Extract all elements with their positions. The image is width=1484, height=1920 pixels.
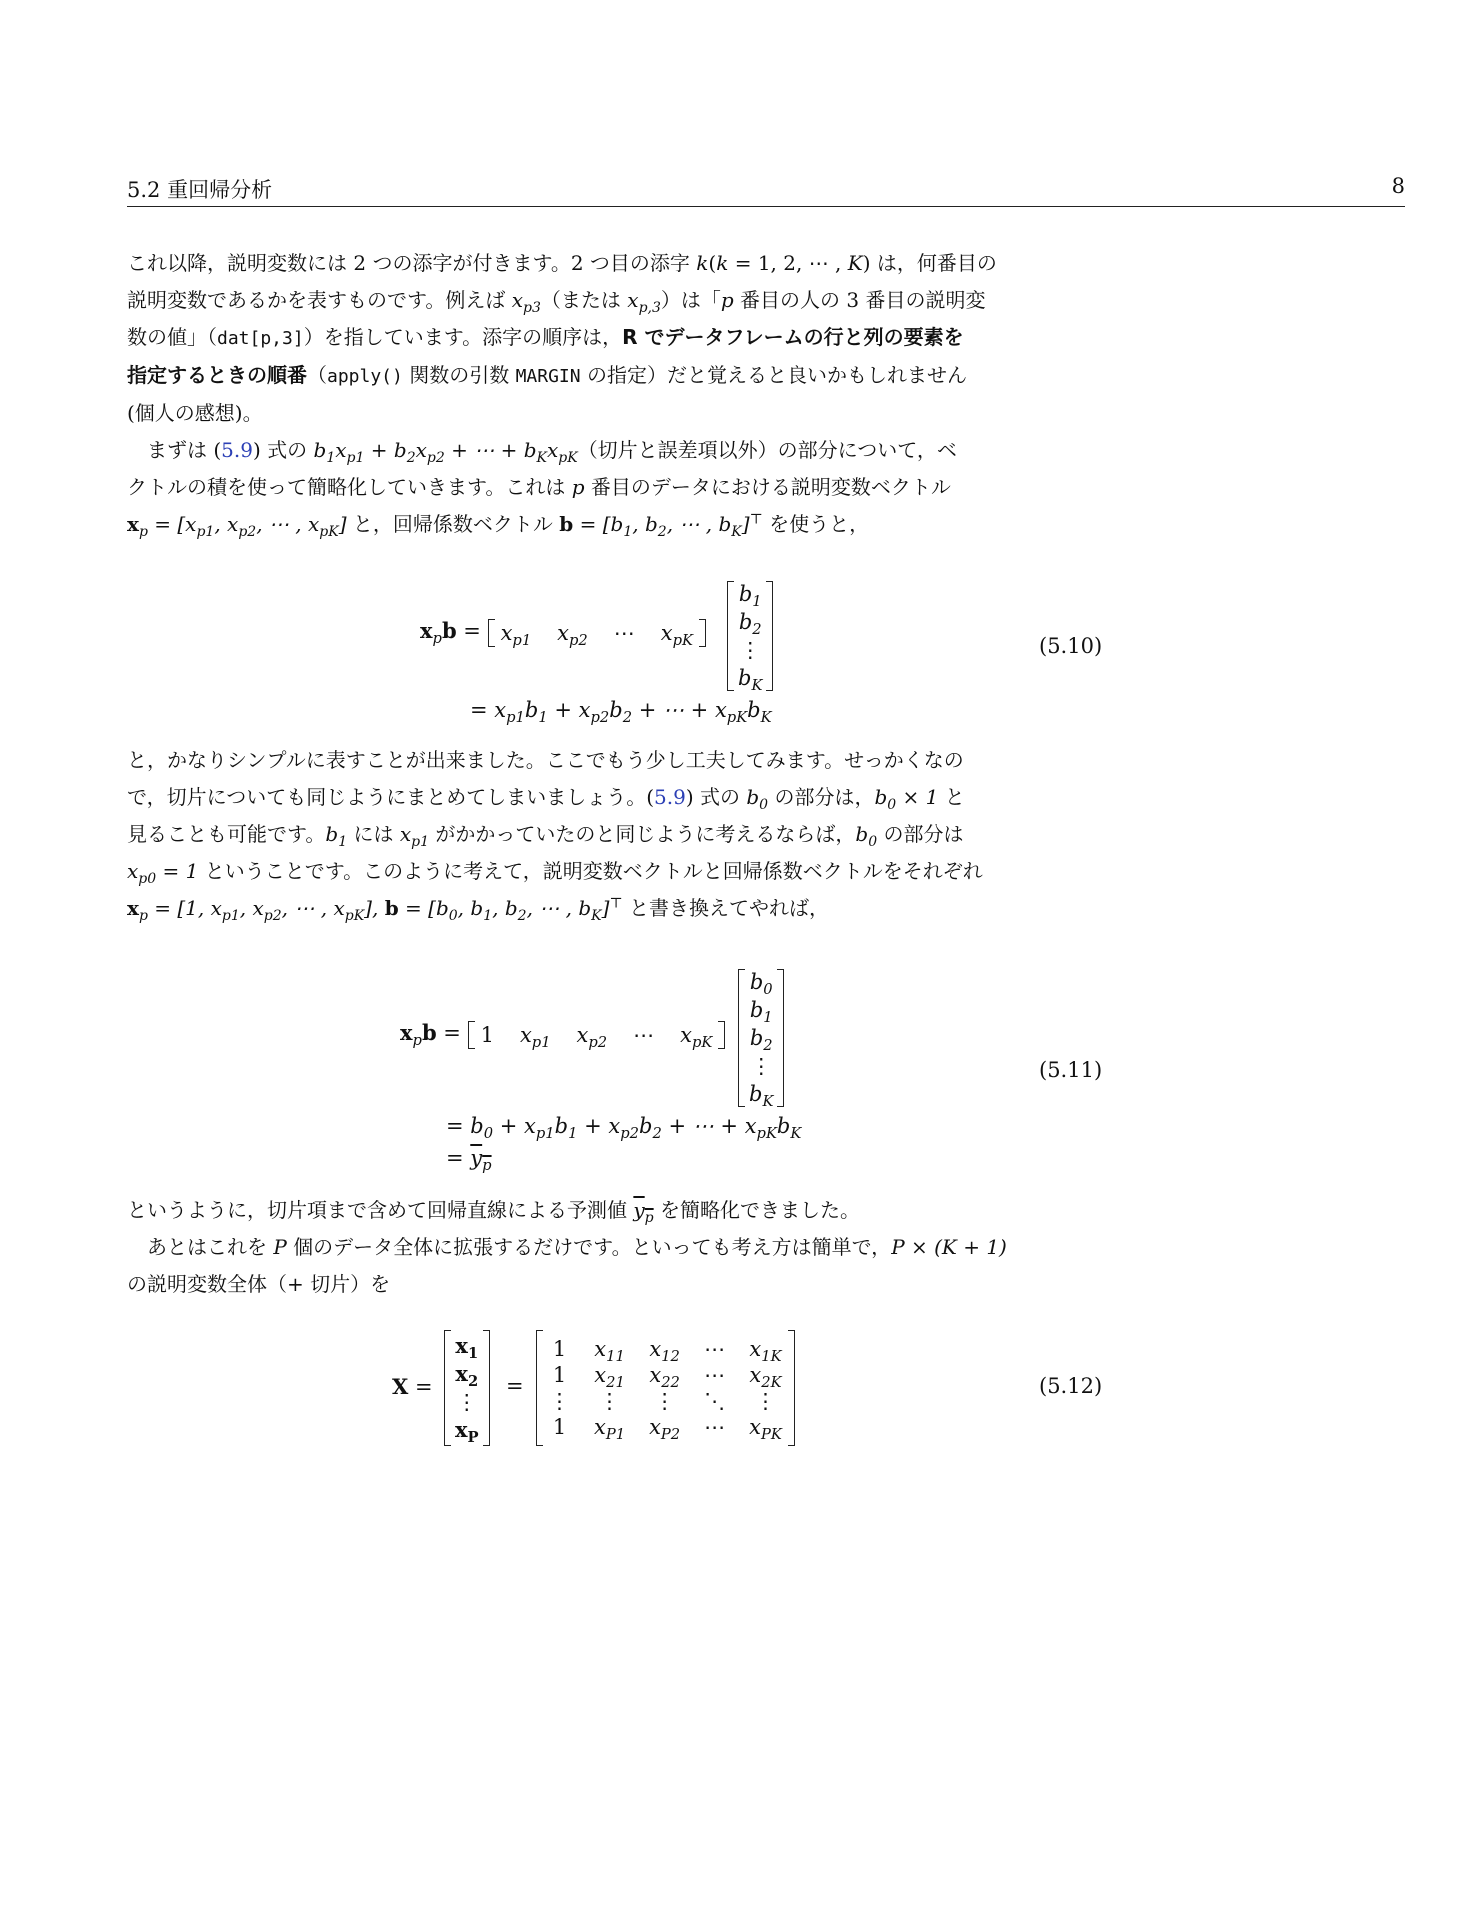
equation-number: (5.11) (1039, 1058, 1103, 1082)
running-header (127, 170, 1405, 207)
paragraph-5: あとはこれを P 個のデータ全体に拡張するだけです。といっても考え方は簡単で，P × (K + 1) の説明変数全体（+ 切片）を (127, 1235, 1007, 1296)
body-text-3 (127, 1192, 1089, 1303)
page-number: 8 (1391, 174, 1405, 198)
equation-reference[interactable]: 5.9 (221, 438, 253, 462)
equation-reference[interactable]: 5.9 (654, 785, 686, 809)
equation-number: (5.12) (1039, 1374, 1103, 1398)
equation-number: (5.10) (1039, 634, 1103, 658)
body-text-2 (127, 742, 1089, 927)
section-title: 5.2 重回帰分析 (127, 178, 273, 202)
body-text (127, 245, 1089, 543)
paragraph-2: まずは (5.9) 式の $b_1x_{p1} + b_2x_{p2}$ + ⋯ + $b_Kx_{pK}$（切片と誤差項以外）の部分について，ベ クトルの積を使って簡略化していきます。これは p 番目のデータにおける説明変数ベクトル $x_p = [x_{p1}$, $x_{p2}$, ⋯ , $x_{pK}$] と，回帰係数ベクトル $b = [b_1$, $b_2$, ⋯ , $b_K]^⊤$ を使うと， (127, 438, 957, 540)
paragraph-1: これ以降，説明変数には 2 つの添字が付きます。2 つ目の添字 k(k = 1, 2, ⋯ , K) は，何番目の 説明変数であるかを表すものです。例えば $x_{p3}$（または $x_{p,3}$）は「p 番目の人の 3 番目の説明変 数の値」（dat[p,3]）を指しています。添字の順序は，R でデータフレームの行と列の要素を 指定するときの順番（apply() 関数の引数 MARGIN の指定）だと覚えると良いかもしれません (個人の感想)。 (127, 251, 997, 425)
paragraph-4: というように，切片項まで含めて回帰直線による予測値 $y_p$ を簡略化できました。 (127, 1198, 860, 1226)
paragraph-3: と，かなりシンプルに表すことが出来ました。ここでもう少し工夫してみます。せっかくなの で，切片についても同じようにまとめてしまいましょう。(5.9) 式の $b_0$ の部分は，$b_0 \times 1$ と 見ることも可能です。$b_1$ には $x_{p1}$ がかかっていたのと同じように考えるならば，$b_0$ の部分は $x_{p0} = 1$ ということです。このように考えて，説明変数ベクトルと回帰係数ベクトルをそれぞれ $x_p = [1$, $x_{p1}$, $x_{p2}$, ⋯ , $x_{pK}$], $b = [b_0$, $b_1$, $b_2$, ⋯ , $b_K]^⊤$ と書き換えてやれば， (127, 748, 983, 924)
